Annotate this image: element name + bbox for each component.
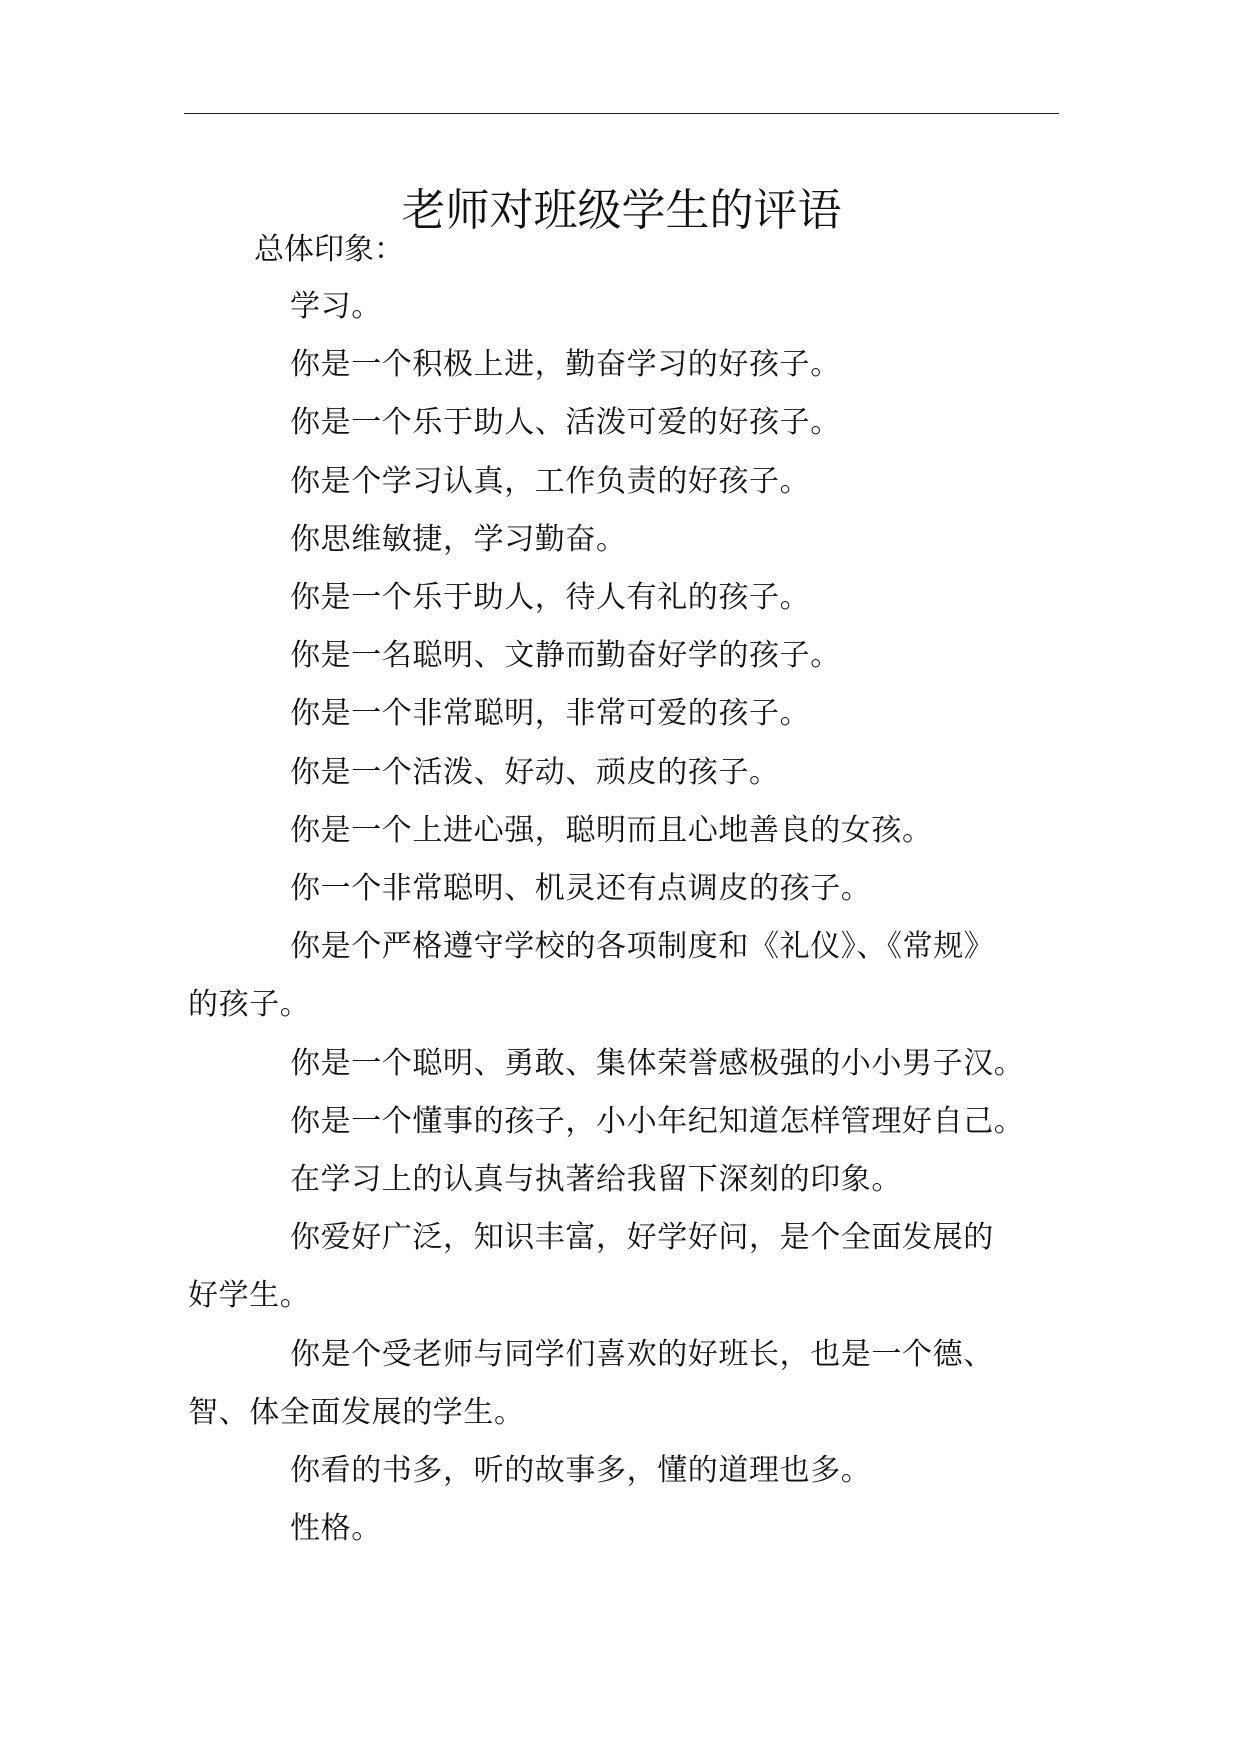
paragraph: 你是一个懂事的孩子，小小年纪知道怎样管理好自己。 (290, 1103, 1025, 1139)
paragraph: 在学习上的认真与执著给我留下深刻的印象。 (290, 1162, 902, 1198)
paragraph: 你是个学习认真，工作负责的好孩子。 (290, 463, 811, 499)
paragraph: 你是一名聪明、文静而勤奋好学的孩子。 (290, 638, 841, 674)
paragraph: 学习。 (290, 289, 382, 324)
page-title: 老师对班级学生的评语 (401, 185, 842, 237)
paragraph: 你是一个聪明、勇敢、集体荣誉感极强的小小男子汉。 (290, 1045, 1025, 1081)
paragraph: 你是个受老师与同学们喜欢的好班长，也是一个德、 智、体全面发展的学生。 (188, 1336, 994, 1430)
section-heading: 总体印象： (254, 232, 404, 267)
paragraph: 你是一个积极上进，勤奋学习的好孩子。 (290, 347, 841, 383)
paragraph: 你爱好广泛，知识丰富，好学好问，是个全面发展的 好学生。 (188, 1220, 994, 1314)
paragraph: 你是一个上进心强，聪明而且心地善良的女孩。 (290, 812, 933, 848)
paragraph: 你是一个非常聪明，非常可爱的孩子。 (290, 696, 811, 732)
paragraph: 你是一个活泼、好动、顽皮的孩子。 (290, 754, 780, 790)
paragraph: 你一个非常聪明、机灵还有点调皮的孩子。 (290, 871, 872, 907)
paragraph: 你是一个乐于助人、活泼可爱的好孩子。 (290, 405, 841, 441)
header-rule (184, 113, 1059, 114)
paragraph: 性格。 (290, 1511, 382, 1547)
document-body (188, 278, 1068, 1558)
paragraph: 你是个严格遵守学校的各项制度和《礼仪》、《常规》 的孩子。 (188, 929, 995, 1023)
paragraph: 你思维敏捷，学习勤奋。 (290, 521, 627, 557)
paragraph: 你看的书多，听的故事多，懂的道理也多。 (290, 1453, 872, 1489)
paragraph: 你是一个乐于助人，待人有礼的孩子。 (290, 580, 811, 616)
